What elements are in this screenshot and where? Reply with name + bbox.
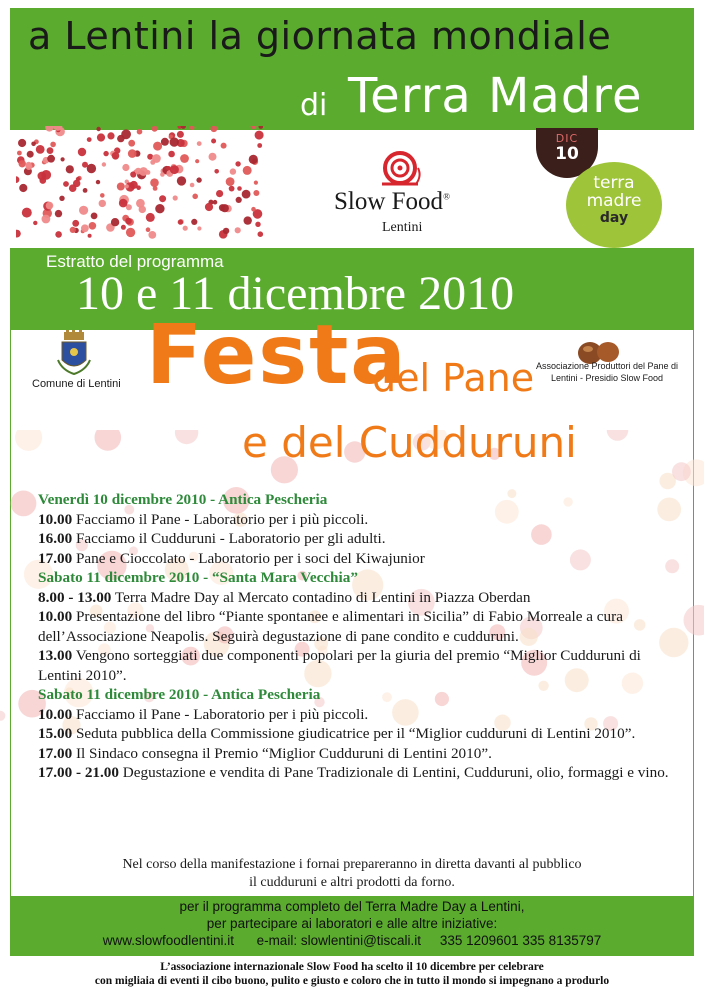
decorative-dot — [69, 184, 77, 192]
decorative-dot — [47, 155, 55, 163]
program-item-time: 17.00 — [38, 744, 73, 762]
program-day-heading: Sabato 11 dicembre 2010 - “Santa Mara Vecchia” — [38, 569, 358, 586]
decorative-dot — [128, 140, 135, 147]
closing-note-line2: il cudduruni e altri prodotti da forno. — [249, 875, 455, 890]
decorative-dot — [235, 161, 240, 166]
decorative-dot — [223, 228, 229, 234]
decorative-dot — [59, 196, 64, 201]
decorative-dot — [237, 186, 242, 191]
decorative-dot — [190, 183, 195, 188]
decorative-dot — [36, 145, 45, 154]
decorative-dot — [31, 142, 36, 147]
closing-note-line1: Nel corso della manifestazione i fornai prepareranno in diretta davanti al pubblico — [122, 857, 582, 872]
festa-title-big: Festa — [146, 308, 408, 403]
program-item — [38, 607, 674, 646]
decorative-dot — [47, 147, 54, 154]
program-item — [38, 724, 674, 744]
decorative-dot — [117, 183, 125, 191]
decorative-dot — [205, 203, 213, 211]
program-item-text: Degustazione e vendita di Pane Tradizionale di Lentini, Cudduruni, olio, formaggi e vino. — [119, 764, 669, 781]
decorative-dot — [183, 226, 188, 231]
decorative-dot — [100, 193, 105, 198]
decorative-dot — [255, 222, 260, 227]
decorative-dot — [16, 176, 19, 183]
footer-website-link[interactable]: www.slowfoodlentini.it — [102, 933, 235, 948]
program-item-text: Vengono sorteggiati due componenti popolari per la giuria del premio “Miglior Cudduruni di Lentini 2010”. — [38, 647, 641, 684]
program-item-time: 10.00 — [38, 705, 73, 723]
decorative-dot — [50, 142, 56, 148]
world-map-dots — [16, 126, 276, 246]
decorative-dot — [78, 148, 86, 156]
decorative-dot — [38, 172, 47, 181]
program-item-text: Terra Madre Day al Mercato contadino di Lentini in Piazza Oberdan — [111, 588, 531, 606]
program-item — [38, 549, 674, 569]
decorative-dot — [152, 154, 161, 163]
footer-contacts — [10, 932, 694, 949]
decorative-dot — [197, 141, 202, 146]
decorative-dot — [55, 210, 62, 217]
decorative-dot — [180, 154, 189, 163]
decorative-dot — [146, 213, 155, 222]
terra-madre-day-logo — [566, 162, 662, 248]
decorative-dot — [128, 149, 137, 158]
decorative-dot — [191, 219, 197, 225]
comune-label: Comune di Lentini — [32, 378, 121, 390]
decorative-dot — [103, 151, 108, 156]
decorative-dot — [70, 227, 76, 233]
decorative-dot — [211, 139, 216, 144]
program-item-text: Facciamo il Pane - Laboratorio per i più piccoli. — [72, 705, 369, 723]
association-label-line2: Lentini - Presidio Slow Food — [550, 373, 664, 383]
decorative-dot — [125, 184, 129, 188]
program-item-time: 15.00 — [38, 725, 73, 742]
program-item-text: Il Sindaco consegna il Premio “Miglior Cudduruni di Lentini 2010”. — [72, 744, 492, 762]
decorative-dot — [137, 129, 143, 135]
program-item-time: 17.00 - 21.00 — [38, 764, 119, 781]
decorative-dot — [42, 215, 51, 224]
decorative-dot — [63, 181, 69, 187]
decorative-dot — [111, 218, 119, 226]
decorative-dot — [159, 195, 166, 202]
decorative-dot — [96, 127, 100, 131]
program-item-text: Seduta pubblica della Commissione giudicatrice per il “Miglior cudduruni di Lentini 2010”. — [72, 725, 636, 742]
decorative-dot — [243, 166, 252, 175]
decorative-dot — [18, 139, 26, 147]
decorative-dot — [672, 462, 691, 481]
registered-mark: ® — [443, 191, 450, 202]
decorative-dot — [0, 711, 5, 721]
decorative-dot — [15, 430, 42, 451]
bottom-note — [10, 960, 694, 988]
snail-icon — [378, 148, 424, 188]
tm-logo-madre: madre — [586, 191, 642, 211]
footer-email-link[interactable]: e-mail: slowlentini@tiscali.it — [256, 933, 422, 948]
decorative-dot — [87, 137, 92, 142]
slow-food-city: Lentini — [382, 220, 423, 235]
decorative-dot — [139, 206, 146, 213]
festa-title-del-pane: del Pane — [372, 356, 535, 400]
decorative-dot — [96, 180, 100, 184]
decorative-dot — [146, 227, 151, 232]
title-terra-madre: Terra Madre — [348, 68, 643, 124]
date-badge-month: DIC — [555, 132, 579, 145]
program-item-time: 10.00 — [38, 608, 73, 625]
decorative-dot — [242, 190, 251, 199]
decorative-dot — [214, 169, 219, 174]
slow-food-name-text: Slow Food — [334, 188, 444, 215]
closing-note — [40, 856, 664, 892]
decorative-dot — [192, 194, 198, 200]
decorative-dot — [235, 227, 241, 233]
decorative-dot — [79, 206, 88, 215]
decorative-dot — [175, 430, 198, 444]
decorative-dot — [211, 126, 218, 132]
decorative-dot — [251, 207, 256, 212]
dates-title: 10 e 11 dicembre 2010 — [76, 267, 515, 320]
decorative-dot — [160, 172, 165, 177]
decorative-dot — [213, 200, 218, 205]
decorative-dot — [61, 157, 65, 161]
decorative-dot — [126, 228, 135, 237]
decorative-dot — [11, 491, 37, 517]
decorative-dot — [83, 188, 88, 193]
program-item — [38, 763, 674, 783]
decorative-dot — [251, 126, 257, 129]
decorative-dot — [236, 197, 242, 203]
decorative-dot — [22, 208, 32, 218]
decorative-dot — [87, 164, 96, 173]
decorative-dot — [254, 181, 258, 185]
decorative-dot — [55, 231, 62, 238]
program-item-time: 16.00 — [38, 530, 73, 547]
footer-text — [10, 898, 694, 949]
decorative-dot — [178, 219, 183, 224]
decorative-dot — [226, 177, 235, 186]
extract-label: Estratto del programma — [46, 252, 224, 271]
tm-logo-day: day — [599, 210, 629, 226]
decorative-dot — [173, 195, 178, 200]
decorative-dot — [152, 126, 158, 132]
decorative-dot — [97, 133, 105, 141]
decorative-dot — [249, 155, 258, 164]
decorative-dot — [153, 142, 162, 151]
decorative-dot — [107, 132, 114, 139]
decorative-dot — [88, 234, 92, 238]
decorative-dot — [112, 152, 120, 160]
program-item-time: 13.00 — [38, 647, 73, 664]
decorative-dot — [19, 184, 27, 192]
program-item-time: 10.00 — [38, 510, 73, 528]
decorative-dot — [181, 126, 186, 129]
decorative-dot — [91, 213, 98, 220]
program-item-time: 17.00 — [38, 549, 73, 567]
tm-logo-terra: terra — [593, 173, 635, 193]
decorative-dot — [255, 131, 264, 140]
decorative-dot — [121, 225, 126, 230]
program-item-text: Facciamo il Pane - Laboratorio per i più piccoli. — [72, 510, 369, 528]
bottom-note-line2: con migliaia di eventi il cibo buono, pulito e giusto e coloro che in tutto il mondo si impegnano a produrlo — [94, 975, 610, 987]
decorative-dot — [229, 186, 235, 192]
decorative-dot — [244, 216, 252, 224]
decorative-dot — [135, 168, 142, 175]
decorative-dot — [26, 162, 32, 168]
program-item — [38, 510, 674, 530]
decorative-dot — [168, 151, 175, 158]
footer-phones: 335 1209601 335 8135797 — [439, 933, 602, 948]
decorative-dot — [257, 143, 262, 148]
program-item-time: 8.00 - 13.00 — [38, 588, 112, 606]
decorative-dot — [170, 165, 179, 174]
program-item — [38, 529, 674, 549]
title-di: di — [300, 88, 328, 123]
decorative-dot — [17, 151, 22, 156]
decorative-dot — [125, 218, 132, 225]
comune-crest-icon — [54, 330, 94, 376]
decorative-dot — [122, 164, 129, 171]
decorative-dot — [19, 160, 26, 167]
decorative-dot — [209, 153, 217, 161]
decorative-dot — [216, 190, 223, 197]
decorative-dot — [259, 126, 264, 129]
decorative-dot — [258, 231, 264, 237]
program-item — [38, 588, 674, 608]
decorative-dot — [607, 430, 629, 441]
decorative-dot — [27, 151, 34, 158]
decorative-dot — [81, 224, 89, 232]
program-item — [38, 705, 674, 725]
program-item-text: Pane e Cioccolato - Laboratorio per i soci del Kiwajunior — [72, 549, 425, 567]
decorative-dot — [89, 222, 97, 230]
decorative-dot — [221, 204, 229, 212]
program-item-text: Presentazione del libro “Piante spontanee e alimentari in Sicilia” di Fabio Morreale a cura dell’Associazione Neapolis. Seguirà degustazione di pane condito e cudduruni. — [38, 608, 623, 645]
decorative-dot — [102, 162, 106, 166]
decorative-dot — [95, 430, 122, 451]
footer-line2: per partecipare ai laboratori e alle altre iniziative: — [206, 916, 498, 931]
slow-food-name — [334, 188, 450, 216]
decorative-dot — [190, 126, 195, 130]
decorative-dot — [177, 131, 184, 138]
decorative-dot — [46, 202, 54, 210]
decorative-dot — [230, 168, 236, 174]
decorative-dot — [684, 605, 704, 636]
decorative-dot — [45, 126, 53, 132]
date-badge-day: 10 — [555, 144, 579, 164]
program-item-text: Facciamo il Cudduruni - Laboratorio per gli adulti. — [72, 530, 386, 547]
decorative-dot — [99, 200, 106, 207]
decorative-dot — [76, 177, 80, 181]
festa-title-cudduruni: e del Cudduruni — [242, 418, 577, 467]
program-item — [38, 646, 674, 685]
decorative-dot — [221, 143, 227, 149]
decorative-dot — [150, 178, 159, 187]
decorative-dot — [119, 199, 128, 208]
bottom-note-line1: L’associazione internazionale Slow Food ha scelto il 10 dicembre per celebrare — [160, 961, 544, 973]
footer-line1: per il programma completo del Terra Madre Day a Lentini, — [179, 899, 525, 914]
decorative-dot — [117, 135, 124, 142]
decorative-dot — [33, 221, 37, 225]
title-line1: a Lentini la giornata mondiale — [28, 14, 612, 58]
association-label — [522, 360, 692, 384]
decorative-dot — [66, 165, 74, 173]
decorative-dot — [196, 177, 201, 182]
decorative-dot — [130, 181, 138, 189]
program-list — [38, 490, 674, 783]
decorative-dot — [72, 220, 79, 227]
decorative-dot — [195, 159, 199, 163]
decorative-dot — [148, 231, 156, 239]
program-item — [38, 744, 674, 764]
program-day-heading: Venerdì 10 dicembre 2010 - Antica Pescheria — [38, 491, 328, 508]
decorative-dot — [253, 190, 259, 196]
decorative-dot — [177, 176, 186, 185]
program-day-heading: Sabato 11 dicembre 2010 - Antica Pescheria — [38, 686, 321, 703]
decorative-dot — [16, 230, 21, 238]
decorative-dot — [170, 137, 179, 146]
decorative-dot — [197, 226, 201, 230]
decorative-dot — [161, 138, 169, 146]
decorative-dot — [155, 204, 164, 213]
association-label-line1: Associazione Produttori del Pane di — [535, 361, 679, 371]
